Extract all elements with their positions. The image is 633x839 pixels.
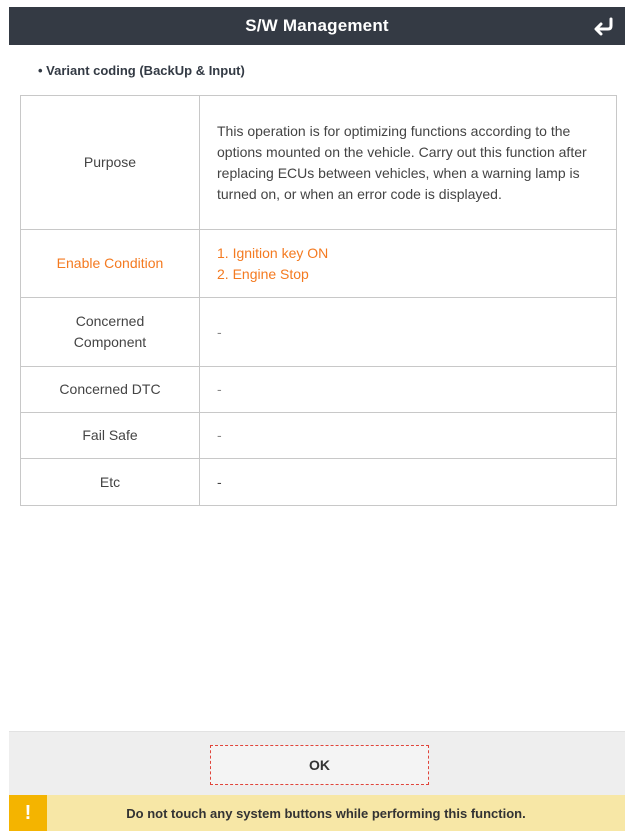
enable-condition-value	[200, 230, 617, 298]
back-return-icon	[592, 16, 614, 36]
warning-bar	[9, 795, 625, 831]
warning-icon: !	[9, 795, 47, 831]
concerned-component-label-line-2: Component	[73, 334, 147, 350]
etc-label: Etc	[21, 459, 200, 506]
enable-condition-line-2: 2. Engine Stop	[217, 265, 309, 282]
enable-condition-line-1: 1. Ignition key ON	[217, 244, 329, 261]
section-title: • Variant coding (BackUp & Input)	[38, 63, 245, 78]
app-header	[9, 7, 625, 45]
back-button[interactable]	[581, 7, 625, 45]
fail-safe-value: -	[200, 413, 617, 459]
concerned-component-label	[21, 298, 200, 367]
fail-safe-label: Fail Safe	[21, 413, 200, 459]
purpose-label: Purpose	[21, 96, 200, 230]
enable-condition-label: Enable Condition	[21, 230, 200, 298]
purpose-value: This operation is for optimizing functions according to the options mounted on the vehicle. Carry out this function after replacing ECUs between vehicles, when a warning lamp is turned on, or when an error code is displayed.	[200, 96, 617, 230]
concerned-component-label-line-1: Concerned	[75, 313, 145, 329]
table-row-fail-safe	[21, 413, 617, 459]
table-row-etc	[21, 459, 617, 506]
etc-value: -	[200, 459, 617, 506]
footer-bar	[9, 731, 625, 795]
concerned-dtc-label: Concerned DTC	[21, 367, 200, 413]
header-title: S/W Management	[245, 16, 389, 35]
table-row-concerned-component	[21, 298, 617, 367]
info-table	[20, 95, 617, 506]
ok-button[interactable]: OK	[210, 745, 429, 785]
warning-text: Do not touch any system buttons while performing this function.	[126, 805, 526, 821]
table-row-concerned-dtc	[21, 367, 617, 413]
concerned-dtc-value: -	[200, 367, 617, 413]
table-row-enable-condition	[21, 230, 617, 298]
concerned-component-value: -	[200, 298, 617, 367]
table-row-purpose	[21, 96, 617, 230]
